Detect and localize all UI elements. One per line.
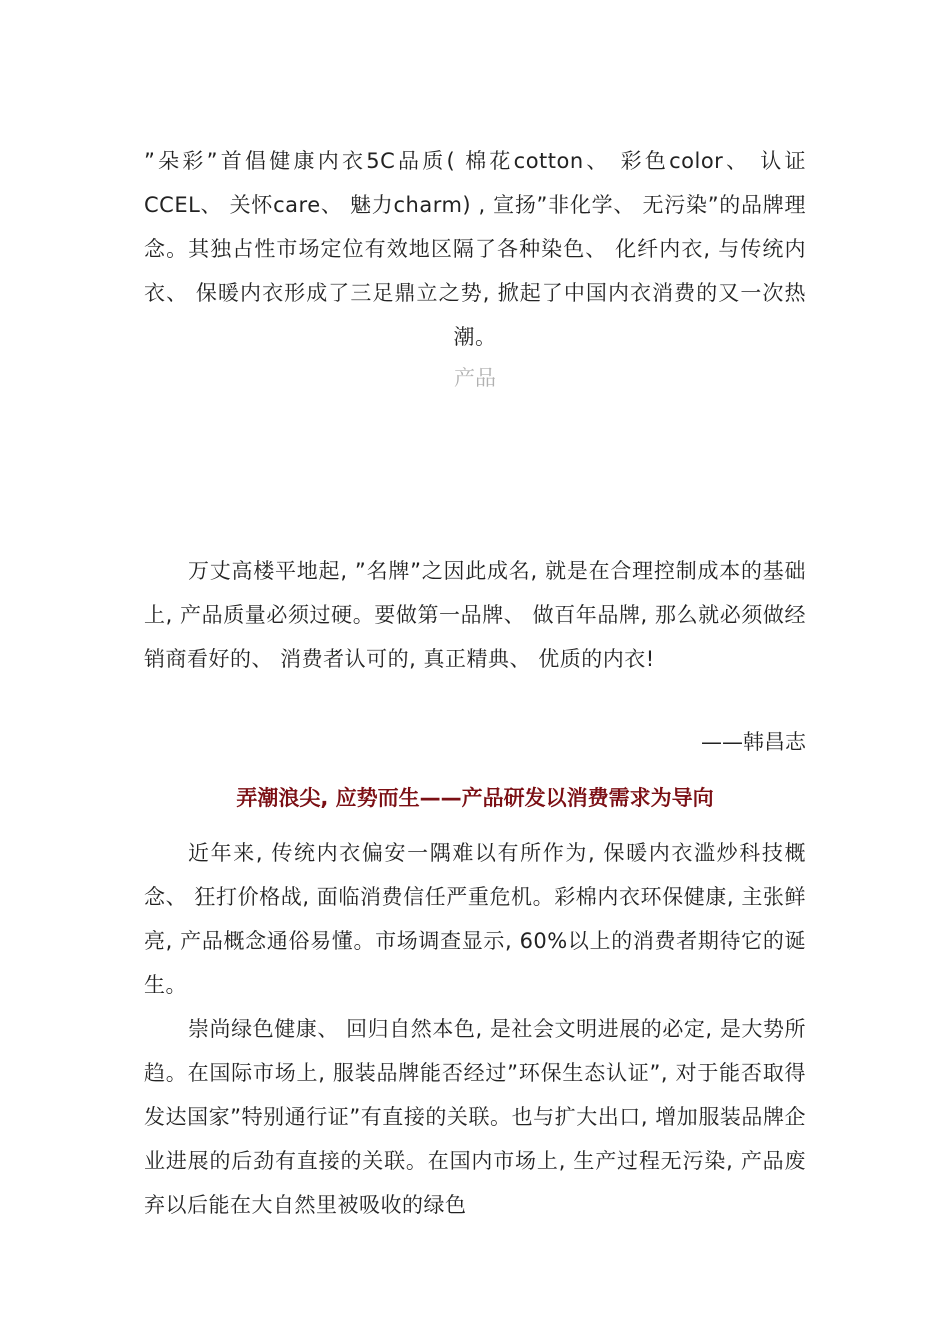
- body-paragraph: 崇尚绿色健康、 回归自然本色, 是社会文明进展的必定, 是大势所趋。在国际市场上, 服装品牌能否经过”环保生态认证”, 对于能否取得发达国家”特别通行证”有直接的关联。也与扩大出口, 增加服装品牌企业进展的后劲有直接的关联。在国内市场上, 生产过程无污染, 产品废弃以后能在大自然里被吸收的绿色: [144, 1017, 806, 1217]
- quote-author: ——韩昌志: [701, 730, 806, 754]
- section-heading: 弄潮浪尖, 应势而生——产品研发以消费需求为导向: [236, 786, 714, 810]
- body-text: [144, 831, 806, 1227]
- intro-paragraph: ”朵彩”首倡健康内衣5C品质( 棉花cotton、 彩色color、 认证CCEL、 关怀care、 魅力charm) , 宣扬”非化学、 无污染”的品牌理念。其独占性市场定位有效地区隔了各种染色、 化纤内衣, 与传统内衣、 保暖内衣形成了三足鼎立之势, 掀起了中国内衣消费的又一次热潮。: [144, 149, 806, 349]
- body-paragraph: 近年来, 传统内衣偏安一隅难以有所作为, 保暖内衣滥炒科技概念、 狂打价格战, 面临消费信任严重危机。彩棉内衣环保健康, 主张鲜亮, 产品概念通俗易懂。市场调查显示, 60%以上的消费者期待它的诞生。: [144, 841, 806, 997]
- quote-paragraph: 万丈高楼平地起, ”名牌”之因此成名, 就是在合理控制成本的基础上, 产品质量必须过硬。要做第一品牌、 做百年品牌, 那么就必须做经销商看好的、 消费者认可的, 真正精典、 优质的内衣!: [144, 559, 806, 671]
- section-label: 产品: [454, 366, 496, 390]
